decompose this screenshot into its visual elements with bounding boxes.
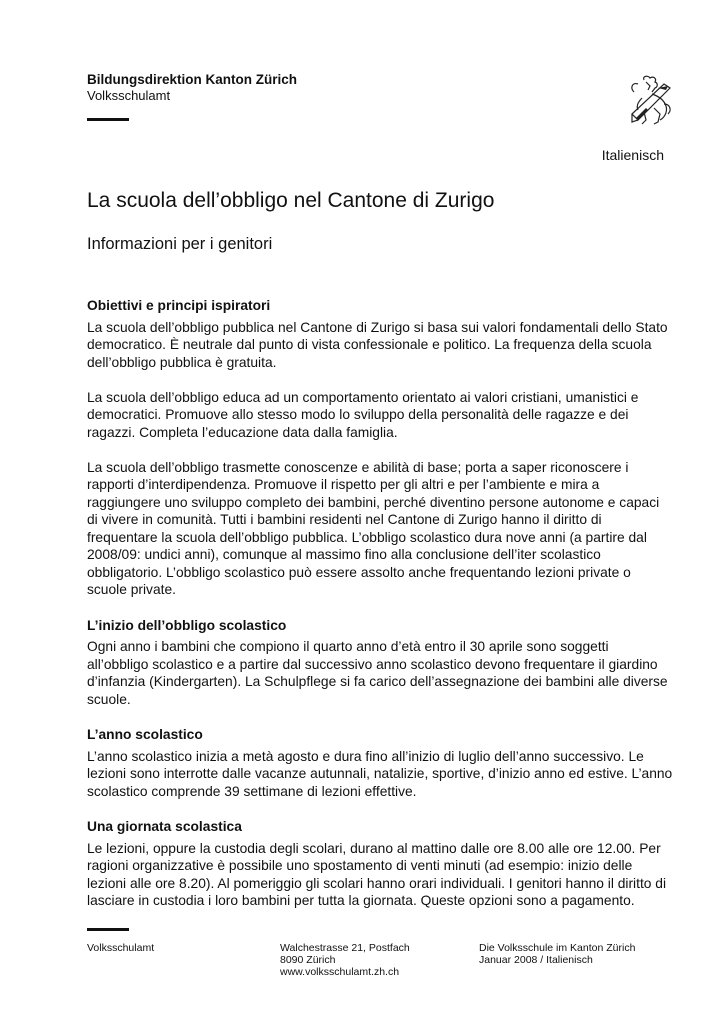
footer-column-office xyxy=(87,942,154,954)
header-rule xyxy=(87,118,129,121)
page-title: La scuola dell’obbligo nel Cantone di Zurigo xyxy=(87,189,495,212)
footer-website: www.volksschulamt.zh.ch xyxy=(280,966,400,978)
footer-rule xyxy=(87,928,129,931)
paragraph: L’anno scolastico inizia a metà agosto e dura fino all’inizio di luglio dell’anno successivo. Le lezioni sono interrotte dalle vacanze autunnali, natalizie, sportive, d’inizio anno ed estive. L’anno scolastico comprende 39 settimane di lezioni effettive. xyxy=(87,748,673,799)
section-school-day xyxy=(87,818,673,910)
section-heading: L’anno scolastico xyxy=(87,727,203,742)
department-name: Volksschulamt xyxy=(87,88,171,103)
section-heading: Una giornata scolastica xyxy=(87,819,242,834)
paragraph: La scuola dell’obbligo pubblica nel Cantone di Zurigo si basa sui valori fondamentali dello Stato democratico. È neutrale dal punto di vista confessionale e politico. La frequenza della scuola dell’obbligo pubblica è gratuita. xyxy=(87,319,668,370)
section-objectives xyxy=(87,297,673,599)
paragraph: Ogni anno i bambini che compiono il quarto anno d’età entro il 30 aprile sono soggetti all’obbligo scolastico e a partire dal successivo anno scolastico devono frequentare il giardino d’infanzia (Kindergarten). La Schulpflege si fa carico dell’assegnazione dei bambini alle diverse scuole. xyxy=(87,639,668,707)
section-heading: L’inizio dell’obbligo scolastico xyxy=(87,617,287,633)
footer-city: 8090 Zürich xyxy=(280,954,336,966)
zurich-lion-logo-icon xyxy=(624,74,674,128)
document-body xyxy=(87,297,673,910)
paragraph: La scuola dell’obbligo educa ad un comportamento orientato ai valori cristiani, umanistici e democratici. Promuove allo stesso modo lo sviluppo della personalità delle ragazze e dei ragazzi. Completa l’educazione data dalla famiglia. xyxy=(87,389,639,440)
footer-column-publication xyxy=(479,942,635,966)
section-heading: Obiettivi e principi ispiratori xyxy=(87,298,271,313)
organization-name: Bildungsdirektion Kanton Zürich xyxy=(87,72,297,87)
footer-column-address xyxy=(280,942,410,978)
footer-street: Walchestrasse 21, Postfach xyxy=(280,942,410,954)
page-subtitle: Informazioni per i genitori xyxy=(87,235,273,253)
paragraph: La scuola dell’obbligo trasmette conoscenze e abilità di base; porta a saper riconoscere i rapporti d’interdipendenza. Promuove il rispetto per gli altri e per l’ambiente e mira a raggiungere uno sviluppo completo dei bambini, perché diventino persone autonome e capaci di vivere in comunità. Tutti i bambini residenti nel Cantone di Zurigo hanno il diritto di frequentare la scuola dell’obbligo pubblica. L’obbligo scolastico dura nove anni (a partire dal 2008/09: undici anni), comunque al massimo fino alla conclusione dell’iter scolastico obbligatorio. L’obbligo scolastico può essere assolto anche frequentando lezioni private o scuole private. xyxy=(87,459,660,597)
section-start-of-schooling xyxy=(87,617,673,709)
footer-publication-date: Januar 2008 / Italienisch xyxy=(479,954,593,966)
footer-office: Volksschulamt xyxy=(87,942,155,954)
letterhead xyxy=(87,72,297,104)
paragraph: Le lezioni, oppure la custodia degli scolari, durano al mattino dalle ore 8.00 alle ore 12.00. Per ragioni organizzative è possibile uno spostamento di venti minuti (ad esempio: inizio delle lezioni alle ore 8.20). Al pomeriggio gli scolari hanno orari individuali. I genitori hanno il diritto di lasciare in custodia i loro bambini per tutta la giornata. Queste opzioni sono a pagamento. xyxy=(87,840,667,908)
section-school-year xyxy=(87,726,673,800)
language-label: Italienisch xyxy=(601,147,664,163)
footer-publication-title: Die Volksschule im Kanton Zürich xyxy=(479,942,636,954)
